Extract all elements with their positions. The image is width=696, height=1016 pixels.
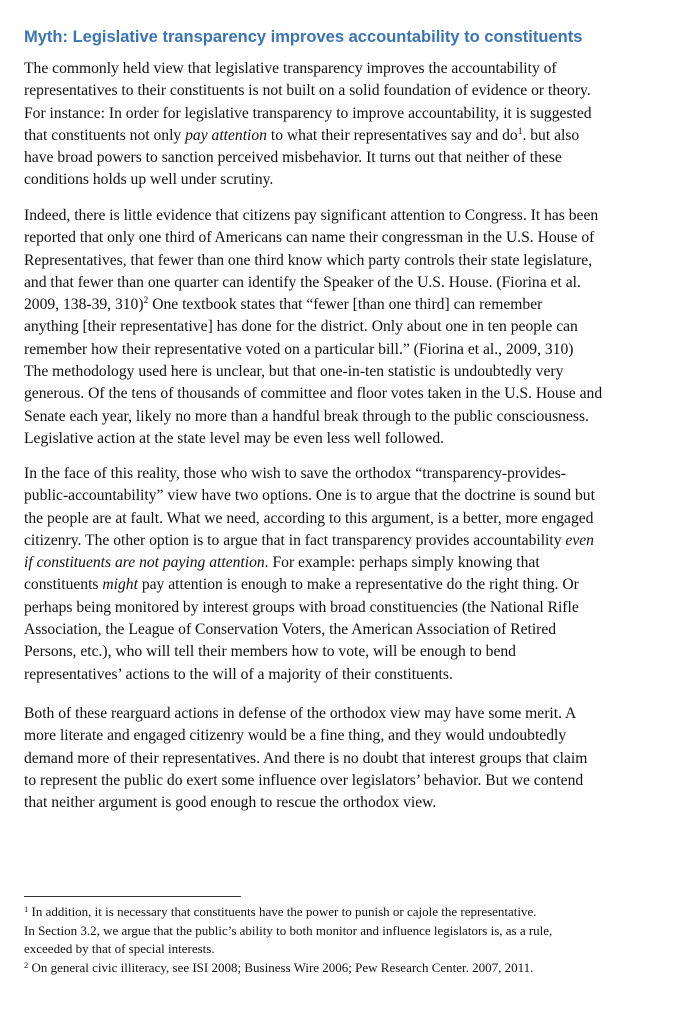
text-line (24, 748, 587, 770)
text-line (24, 940, 552, 959)
footnote-2 (24, 959, 552, 978)
body-text: the people are at fault. What we need, according to this argument, is a better, more engaged (24, 509, 594, 527)
footnote-number: 2 (24, 959, 29, 970)
text-line (24, 339, 602, 361)
body-text: Indeed, there is little evidence that citizens pay significant attention to Congress. It has been (24, 207, 599, 224)
text-line (24, 361, 602, 383)
text-line (24, 428, 602, 450)
body-text: generous. Of the tens of thousands of committee and floor votes taken in the U.S. House and (24, 385, 603, 403)
footnote-reference: 2 (143, 296, 149, 307)
paragraph-2 (24, 205, 602, 450)
body-text: representatives’ actions to the will of a majority of their constituents. (24, 665, 453, 683)
body-text: Representatives, that fewer than one third know which party controls their state legislature, (24, 251, 593, 269)
text-line (24, 922, 552, 941)
body-text: For instance: In order for legislative transparency to improve accountability, it is suggested (24, 104, 592, 122)
text-line (24, 250, 602, 272)
body-text: Persons, etc.), who will tell their members how to vote, will be enough to bend (24, 643, 516, 661)
text-line (24, 574, 595, 596)
body-text: . but also (522, 126, 580, 144)
body-text: that neither argument is good enough to rescue the orthodox view. (24, 794, 437, 812)
text-line (24, 272, 602, 294)
text-line (24, 294, 602, 316)
body-text: Both of these rearguard actions in defense of the orthodox view may have some merit. A (24, 705, 577, 722)
body-text: exceeded by that of special interests. (24, 941, 215, 956)
text-line (24, 664, 595, 686)
body-text: to represent the public do exert some influence over legislators’ behavior. But we contend (24, 771, 584, 789)
text-line (24, 125, 592, 147)
body-text: remember how their representative voted on a particular bill.” (Fiorina et al., 2009, 310) (24, 340, 574, 358)
body-text: that constituents not only (24, 126, 186, 144)
body-text: citizenry. The other option is to argue that in fact transparency provides accountability (24, 531, 566, 549)
emphasis-text: might (102, 576, 138, 594)
text-line (24, 725, 587, 747)
text-line (24, 552, 595, 574)
text-line (24, 169, 592, 191)
body-text: In addition, it is necessary that constituents have the power to punish or cajole the representative. (28, 904, 537, 919)
body-text: Senate each year, likely no more than a handful break through to the public consciousness. (24, 407, 589, 425)
text-line (24, 792, 587, 814)
body-text: representatives to their constituents is not built on a solid foundation of evidence or theory. (24, 82, 591, 100)
body-text: have broad powers to sanction perceived misbehavior. It turns out that neither of these (24, 149, 562, 167)
text-line (24, 406, 602, 428)
text-line (24, 530, 595, 552)
body-text: public-accountability” view have two options. One is to argue that the doctrine is sound but (24, 487, 595, 505)
text-line (24, 641, 595, 663)
text-line (24, 80, 592, 102)
body-text: In the face of this reality, those who wish to save the orthodox “transparency-provides- (24, 465, 567, 482)
text-line (24, 485, 595, 507)
text-line (24, 316, 602, 338)
body-text: conditions holds up well under scrutiny. (24, 171, 274, 189)
body-text: anything [their representative] has done for the district. Only about one in ten people can (24, 318, 578, 336)
text-line (24, 58, 592, 80)
body-text: Legislative action at the state level may be even less well followed. (24, 429, 445, 447)
paragraph-4 (24, 703, 587, 814)
paragraph-3 (24, 463, 595, 686)
footnote-reference: 1 (517, 126, 523, 137)
paragraph-1 (24, 58, 592, 192)
emphasis-text: pay attention (185, 126, 267, 144)
text-line (24, 770, 587, 792)
text-line (24, 508, 595, 530)
body-text: One textbook states that “fewer [than one third] can remember (148, 296, 543, 314)
footnote-1 (24, 903, 552, 959)
body-text: more literate and engaged citizenry would be a fine thing, and they would undoubtedly (24, 727, 567, 745)
text-line (24, 103, 592, 125)
body-text: perhaps being monitored by interest groups with broad constituencies (the National Rifle (24, 598, 579, 616)
body-text: reported that only one third of Americans can name their congressman in the U.S. House of (24, 229, 595, 247)
text-line (24, 597, 595, 619)
body-text: On general civic illiteracy, see ISI 2008; Business Wire 2006; Pew Research Center. 2007, 2011. (28, 959, 534, 975)
emphasis-text: if constituents are not paying attention (24, 554, 265, 572)
text-line (24, 205, 602, 227)
section-heading: Myth: Legislative transparency improves accountability to constituents (24, 28, 583, 46)
body-text: Association, the League of Conservation Voters, the American Association of Retired (24, 621, 557, 639)
text-line (24, 147, 592, 169)
body-text: demand more of their representatives. And there is no doubt that interest groups that claim (24, 749, 588, 767)
body-text: 2009, 138-39, 310) (24, 296, 144, 314)
body-text: to what their representatives say and do (266, 126, 518, 144)
footnote-separator (24, 896, 241, 897)
text-line (24, 959, 552, 978)
footnote-number: 1 (24, 904, 29, 914)
text-line (24, 383, 602, 405)
text-line (24, 463, 595, 485)
text-line (24, 903, 552, 922)
text-line (24, 703, 587, 725)
body-text: and that fewer than one quarter can identify the Speaker of the U.S. House. (Fiorina et al. (24, 273, 581, 291)
footnotes (24, 903, 552, 977)
body-text: The commonly held view that legislative transparency improves the accountability of (24, 60, 557, 77)
text-line (24, 227, 602, 249)
body-text: . For example: perhaps simply knowing that (264, 554, 540, 572)
body-text: pay attention is enough to make a representative do the right thing. Or (137, 576, 579, 594)
body-text: The methodology used here is unclear, but that one-in-ten statistic is undoubtedly very (24, 363, 564, 381)
body-text: In Section 3.2, we argue that the public’s ability to both monitor and influence legislators is, as a rule, (24, 922, 553, 938)
emphasis-text: even (565, 531, 594, 549)
body-text: constituents (24, 576, 103, 594)
text-line (24, 619, 595, 641)
